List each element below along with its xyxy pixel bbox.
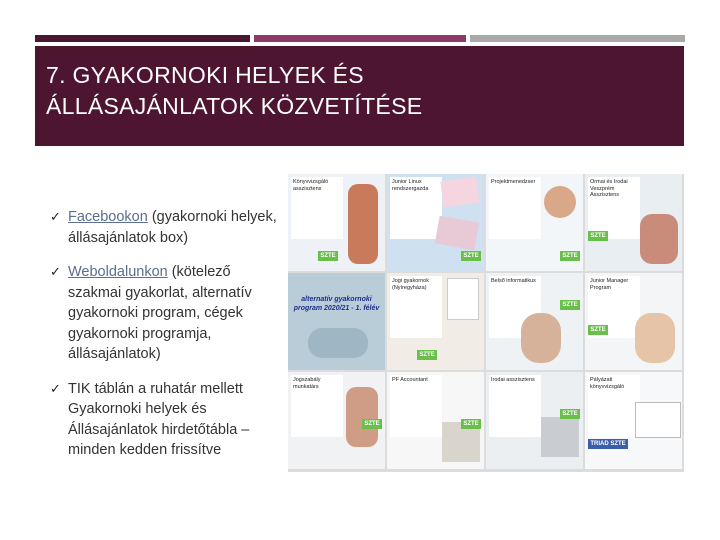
bullet-notice-board bbox=[50, 379, 280, 461]
person-photo bbox=[640, 214, 678, 264]
tile-caption: Pályázati könyvvizsgáló bbox=[588, 375, 640, 437]
document-graphic bbox=[447, 278, 479, 320]
collage-tile[interactable] bbox=[288, 174, 385, 271]
bullet-text: (kötelező szakmai gyakorlat, alternatív gyakornoki program, cégek gyakornoki programja, állásajánlatok) bbox=[68, 264, 252, 362]
tile-caption: Projektmenedzser bbox=[489, 177, 541, 239]
top-accent-bar-2 bbox=[254, 35, 466, 42]
bullet-list bbox=[50, 207, 280, 475]
laptop-graphic bbox=[440, 177, 479, 208]
laptop-graphic bbox=[435, 216, 479, 251]
person-photo bbox=[348, 184, 378, 264]
tile-caption: Irodai asszisztens bbox=[489, 375, 541, 437]
checkmark-icon: ✓ bbox=[50, 209, 61, 224]
top-accent-bar-3 bbox=[470, 35, 685, 42]
szte-logo: SZTE bbox=[318, 251, 338, 261]
checkmark-icon: ✓ bbox=[50, 264, 61, 279]
tile-caption: Jogszabály munkatárs bbox=[291, 375, 343, 437]
tile-caption: PF Accountant bbox=[390, 375, 442, 437]
slide-title: 7. GYAKORNOKI HELYEK ÉS ÁLLÁSAJÁNLATOK KÖZVETÍTÉSE bbox=[46, 62, 423, 119]
collage-tile[interactable] bbox=[288, 372, 385, 469]
szte-logo: SZTE bbox=[588, 231, 608, 241]
person-photo bbox=[521, 313, 561, 363]
szte-logo: SZTE bbox=[560, 409, 580, 419]
website-link[interactable]: Weboldalunkon bbox=[68, 264, 168, 280]
collage-tile[interactable] bbox=[387, 273, 484, 370]
chart-screen-graphic bbox=[635, 402, 681, 438]
job-posts-collage bbox=[288, 174, 684, 472]
title-banner bbox=[35, 46, 684, 146]
szte-logo: SZTE bbox=[560, 251, 580, 261]
szte-logo: SZTE bbox=[461, 251, 481, 261]
bullet-text: TIK táblán a ruhatár mellett Gyakornoki helyek és Állásajánlatok hirdetőtábla – minden kedden frissítve bbox=[68, 380, 250, 458]
tile-caption: Ormai és Irodai Veszprém Asszisztens bbox=[588, 177, 640, 239]
person-photo bbox=[346, 387, 378, 447]
szte-logo: SZTE bbox=[560, 300, 580, 310]
szte-logo: SZTE bbox=[461, 419, 481, 429]
collage-tile[interactable] bbox=[585, 372, 682, 469]
facebook-link[interactable]: Facebookon bbox=[68, 209, 148, 225]
collage-tile[interactable] bbox=[387, 372, 484, 469]
collage-tile[interactable] bbox=[486, 174, 583, 271]
collage-tile[interactable] bbox=[585, 174, 682, 271]
collage-tile[interactable] bbox=[486, 273, 583, 370]
tile-caption: Jogi gyakornok (Nyíregyháza) bbox=[390, 276, 442, 338]
tile-caption: Belső informatikus bbox=[489, 276, 541, 338]
tile-caption: Junior Manager Program bbox=[588, 276, 640, 338]
szte-logo: SZTE bbox=[417, 350, 437, 360]
top-accent-bar-1 bbox=[35, 35, 250, 42]
collage-tile[interactable] bbox=[486, 372, 583, 469]
person-photo bbox=[544, 186, 576, 218]
bullet-text: (gyakornoki helyek, állásajánlatok box) bbox=[68, 209, 277, 246]
collage-tile[interactable] bbox=[288, 273, 385, 370]
triad-szte-logo: TRIAD SZTE bbox=[588, 439, 628, 449]
bullet-facebook bbox=[50, 207, 280, 248]
collage-tile[interactable] bbox=[585, 273, 682, 370]
tile-caption: Könyvvizsgáló asszisztens bbox=[291, 177, 343, 239]
tile-caption: alternatív gyakornoki program 2020/21 - 1. félév bbox=[293, 296, 380, 312]
checkmark-icon: ✓ bbox=[50, 380, 61, 396]
calculator-graphic bbox=[541, 417, 579, 457]
szte-logo: SZTE bbox=[588, 325, 608, 335]
handshake-graphic bbox=[308, 328, 368, 358]
szte-logo: SZTE bbox=[362, 419, 382, 429]
person-photo bbox=[635, 313, 675, 363]
bullet-website bbox=[50, 262, 280, 365]
collage-tile[interactable] bbox=[387, 174, 484, 271]
tile-caption: Junior Linux rendszergazda bbox=[390, 177, 442, 239]
